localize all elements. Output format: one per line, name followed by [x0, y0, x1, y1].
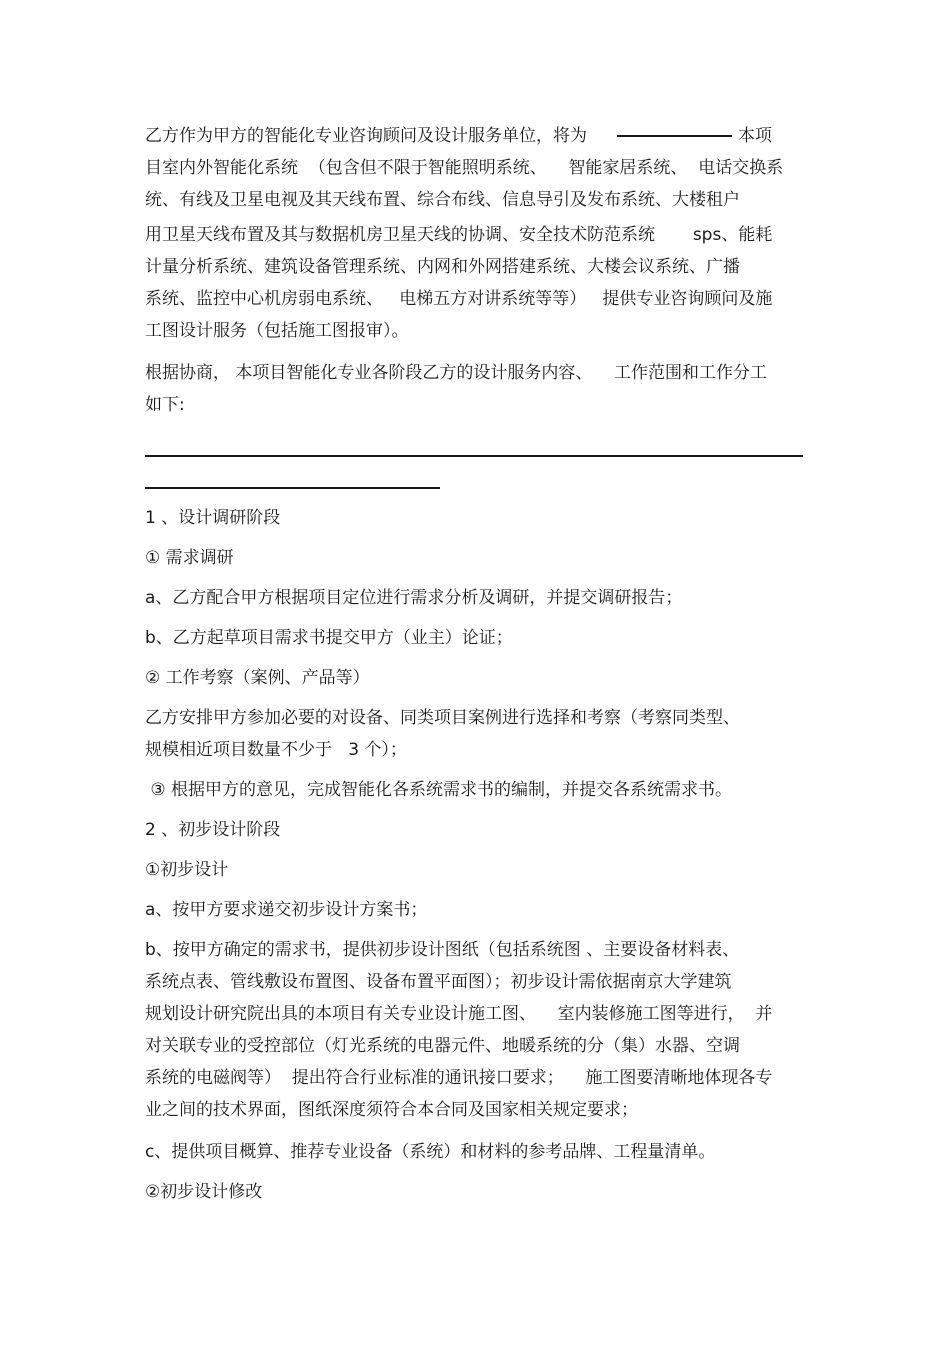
paragraph-line: 乙方安排甲方参加必要的对设备、同类项目案例进行选择和考察（考察同类型、: [145, 708, 740, 728]
intro-line: 系统、监控中心机房弱电系统、 电梯五方对讲系统等等） 提供专业咨询顾问及施: [145, 289, 773, 309]
section-heading: 2 、初步设计阶段: [145, 820, 281, 840]
subsection-heading: ① 需求调研: [145, 548, 234, 568]
subsection-heading: ②初步设计修改: [145, 1182, 263, 1202]
paragraph-line: b、按甲方确定的需求书，提供初步设计图纸（包括系统图 、主要设备材料表、: [145, 940, 740, 960]
intro-line-1: [145, 125, 772, 147]
agreement-line: 如下:: [145, 395, 185, 415]
intro-text-after-blank: 本项: [738, 126, 772, 146]
agreement-line: 根据协商， 本项目智能化专业各阶段乙方的设计服务内容、 工作范围和工作分工: [145, 363, 768, 383]
list-item: c、提供项目概算、推荐专业设备（系统）和材料的参考品牌、工程量清单。: [145, 1142, 716, 1162]
horizontal-rule-long: [145, 455, 803, 457]
intro-line: 用卫星天线布置及其与数据机房卫星天线的协调、安全技术防范系统 sps、能耗: [145, 225, 773, 245]
section-heading: 1 、设计调研阶段: [145, 508, 281, 528]
paragraph-line: 规划设计研究院出具的本项目有关专业设计施工图、 室内装修施工图等进行， 并: [145, 1004, 773, 1024]
list-item: ③ 根据甲方的意见，完成智能化各系统需求书的编制，并提交各系统需求书。: [145, 780, 733, 800]
list-item: b、乙方起草项目需求书提交甲方（业主）论证；: [145, 628, 513, 648]
intro-line: 目室内外智能化系统 （包含但不限于智能照明系统、 智能家居系统、 电话交换系: [145, 158, 784, 178]
intro-line: 工图设计服务（包括施工图报审）。: [145, 321, 409, 341]
paragraph-line: 对关联专业的受控部位（灯光系统的电器元件、地暖系统的分（集）水器、空调: [145, 1036, 740, 1056]
horizontal-rule-short: [145, 487, 440, 489]
paragraph-line: 系统的电磁阀等） 提出符合行业标准的通讯接口要求； 施工图要清晰地体现各专: [145, 1068, 773, 1088]
list-item: a、按甲方要求递交初步设计方案书；: [145, 900, 428, 920]
fill-in-blank: [617, 134, 732, 137]
intro-line: 计量分析系统、建筑设备管理系统、内网和外网搭建系统、大楼会议系统、广播: [145, 257, 740, 277]
list-item: a、乙方配合甲方根据项目定位进行需求分析及调研，并提交调研报告；: [145, 588, 683, 608]
subsection-heading: ①初步设计: [145, 860, 229, 880]
paragraph-line: 规模相近项目数量不少于 3 个）；: [145, 740, 407, 760]
intro-text-before-blank: 乙方作为甲方的智能化专业咨询顾问及设计服务单位，将为: [145, 126, 587, 146]
intro-line: 统、有线及卫星电视及其天线布置、综合布线、信息导引及发布系统、大楼租户: [145, 190, 740, 210]
paragraph-line: 业之间的技术界面，图纸深度须符合本合同及国家相关规定要求；: [145, 1100, 638, 1120]
paragraph-line: 系统点表、管线敷设布置图、设备布置平面图）；初步设计需依据南京大学建筑: [145, 972, 732, 992]
subsection-heading: ② 工作考察（案例、产品等）: [145, 668, 370, 688]
